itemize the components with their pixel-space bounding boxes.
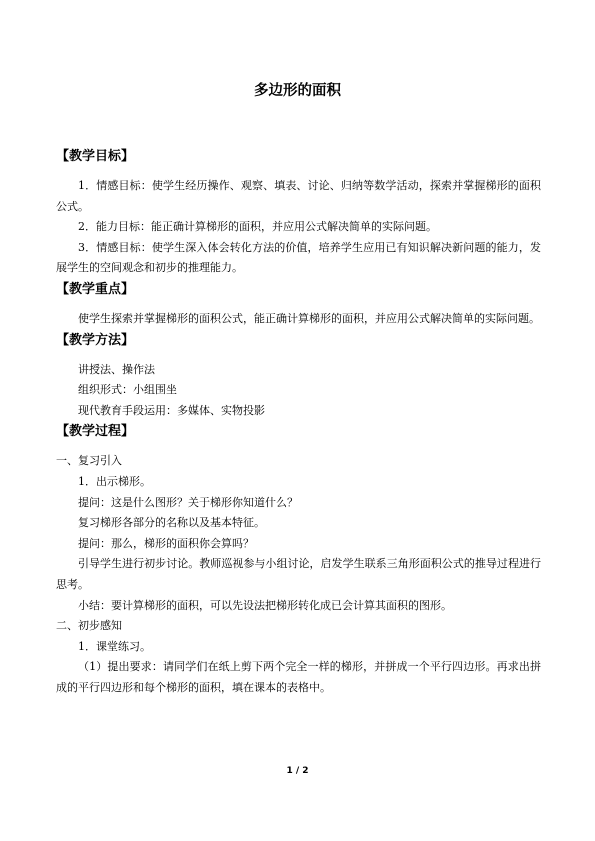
document-title: 多边形的面积 [254, 83, 341, 99]
heading-methods: 【教学方法】 [56, 332, 135, 348]
process-1-6: 小结：要计算梯形的面积，可以先设法把梯形转化成已会计算其面积的图形。 [78, 598, 452, 612]
goal-3: 3．情感目标：使学生深入体会转化方法的价值，培养学生应用已有知识解决新问题的能力，发展学生的空间观念和初步的推理能力。 [56, 240, 541, 275]
method-1: 讲授法、操作法 [78, 362, 155, 376]
document-body [56, 146, 541, 698]
key-point: 使学生探索并掌握梯形的面积公式，能正确计算梯形的面积，并应用公式解决简单的实际问题。 [78, 311, 540, 325]
method-2: 组织形式：小组围坐 [78, 383, 177, 397]
process-2-1: 1．课堂练习。 [78, 639, 151, 653]
heading-goals: 【教学目标】 [56, 149, 135, 164]
process-1-4: 提问：那么，梯形的面积你会算吗？ [78, 536, 254, 550]
heading-key: 【教学重点】 [56, 281, 135, 297]
goal-2: 2．能力目标：能正确计算梯形的面积，并应用公式解决简单的实际问题。 [78, 220, 437, 234]
process-1-3: 复习梯形各部分的名称以及基本特征。 [78, 516, 265, 530]
process-1-5: 引导学生进行初步讨论。教师巡视参与小组讨论，启发学生联系三角形面积公式的推导过程进行思考。 [56, 557, 541, 591]
goal-1: 1．情感目标：使学生经历操作、观察、填表、讨论、归纳等数学活动，探索并掌握梯形的面积公式。 [56, 179, 541, 213]
process-section-1: 一、复习引入 [56, 454, 122, 468]
method-3: 现代教育手段运用：多媒体、实物投影 [78, 403, 265, 417]
heading-process: 【教学过程】 [56, 424, 135, 440]
process-1-1: 1．出示梯形。 [78, 474, 151, 488]
process-section-2: 二、初步感知 [56, 619, 122, 633]
process-2-2: （1）提出要求：请同学们在纸上剪下两个完全一样的梯形，并拼成一个平行四边形。再求出拼成的平行四边形和每个梯形的面积，填在课本的表格中。 [56, 660, 541, 694]
page-number: 1 / 2 [286, 766, 309, 776]
process-1-2: 提问：这是什么图形？关于梯形你知道什么？ [78, 495, 298, 509]
